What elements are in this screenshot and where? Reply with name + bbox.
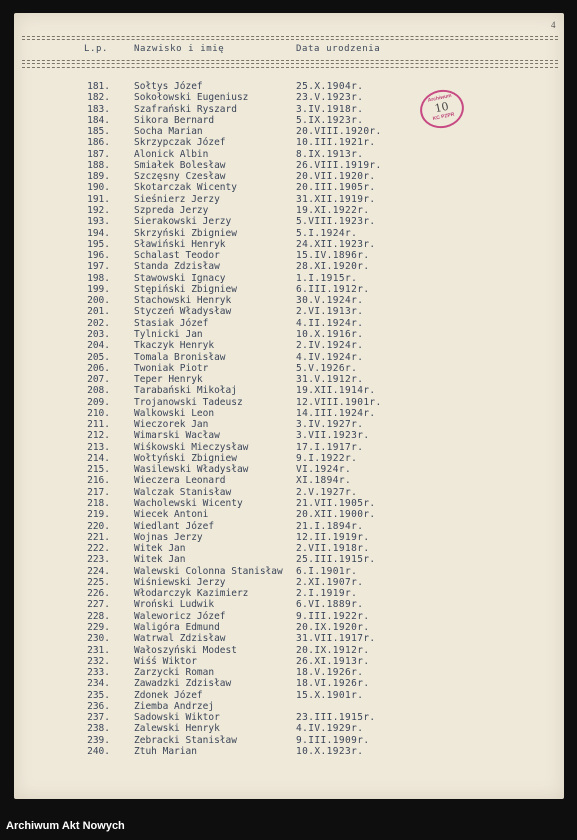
person-name: Wałoszyński Modest [134, 644, 237, 656]
table-row [0, 104, 560, 115]
table-row [0, 250, 560, 261]
person-name: Stasiak Józef [134, 317, 209, 329]
birth-date: 31.V.1912r. [296, 374, 364, 385]
person-name: Stępiński Zbigniew [134, 283, 237, 295]
birth-date: 10.III.1921r. [296, 137, 376, 149]
table-row [0, 352, 560, 363]
person-name: Sieśnierz Jerzy [134, 193, 220, 205]
table-row [0, 521, 560, 532]
person-name: Schalast Teodor [134, 250, 220, 261]
person-name: Zarzycki Roman [134, 667, 215, 678]
row-number: 205. [87, 351, 110, 363]
birth-date: 6.III.1912r. [296, 283, 370, 295]
row-number: 185. [87, 126, 110, 138]
row-number: 227. [87, 599, 110, 611]
birth-date: 20.III.1905r. [296, 182, 376, 194]
person-name: Styczeń Władysław [134, 306, 232, 318]
birth-date: 31.XII.1919r. [296, 193, 376, 205]
person-name: Witek Jan [134, 543, 186, 555]
person-name: Wiecek Antoni [134, 509, 209, 521]
row-number: 197. [87, 261, 110, 273]
birth-date: 18.VI.1926r. [296, 678, 370, 690]
birth-date: 20.XII.1900r. [296, 509, 376, 521]
person-name: Wołtyński Zbigniew [134, 452, 237, 464]
row-number: 196. [87, 250, 110, 261]
birth-date: 2.V.1927r. [296, 486, 358, 498]
person-name: Skrzypczak Józef [134, 137, 226, 149]
birth-date: 5.IX.1923r. [296, 114, 364, 126]
row-number: 201. [87, 306, 110, 318]
table-row [0, 690, 560, 701]
table-row [0, 284, 560, 295]
table-row [0, 442, 560, 453]
row-number: 199. [87, 283, 110, 295]
row-number: 209. [87, 396, 110, 408]
person-name: Wieczorek Jan [134, 419, 209, 431]
person-name: Waligóra Edmund [134, 622, 220, 633]
table-row [0, 746, 560, 757]
birth-date: 9.III.1909r. [296, 734, 370, 746]
table-row [0, 723, 560, 734]
divider-top-1 [22, 36, 558, 37]
table-row [0, 735, 560, 746]
birth-date: VI.1924r. [296, 464, 352, 476]
row-number: 229. [87, 622, 110, 633]
person-name: Wiśkowski Mieczysław [134, 441, 249, 453]
row-number: 230. [87, 633, 110, 645]
person-name: Walewski Colonna Stanisław [134, 565, 283, 577]
divider-top-2 [22, 39, 558, 40]
row-number: 211. [87, 419, 110, 431]
birth-date: 6.I.1901r. [296, 565, 358, 577]
row-number: 204. [87, 340, 110, 352]
person-name: Tomala Bronisław [134, 351, 226, 363]
row-number: 202. [87, 317, 110, 329]
footer-archive-name: Archiwum Akt Nowych [6, 820, 125, 832]
row-number: 189. [87, 171, 110, 183]
table-row [0, 453, 560, 464]
divider-header-3 [22, 67, 558, 68]
person-name: Sokołowski Eugeniusz [134, 92, 249, 104]
table-row [0, 464, 560, 475]
row-number: 231. [87, 644, 110, 656]
birth-date: 4.IV.1929r. [296, 723, 364, 735]
birth-date: 31.VII.1917r. [296, 633, 376, 645]
row-number: 191. [87, 193, 110, 205]
table-row [0, 701, 560, 712]
header-name: Nazwisko i imię [134, 44, 225, 54]
table-row [0, 611, 560, 622]
person-name: Wieczera Leonard [134, 475, 226, 487]
birth-date: 26.VIII.1919r. [296, 159, 382, 171]
birth-date: 20.VIII.1920r. [296, 126, 382, 138]
row-number: 232. [87, 655, 110, 667]
person-name: Wiśś Wiktor [134, 655, 197, 667]
person-name: Wiśniewski Jerzy [134, 576, 226, 588]
stamp-number: 10 [433, 99, 450, 116]
row-number: 235. [87, 689, 110, 701]
person-name: Tylnicki Jan [134, 328, 203, 340]
row-number: 238. [87, 723, 110, 735]
birth-date: 3.IV.1927r. [296, 419, 364, 431]
person-name: Socha Marian [134, 126, 203, 138]
row-number: 195. [87, 238, 110, 250]
birth-date: 17.I.1917r. [296, 441, 364, 453]
row-number: 228. [87, 610, 110, 622]
row-number: 207. [87, 374, 110, 385]
birth-date: 20.IX.1912r. [296, 644, 370, 656]
birth-date: 5.V.1926r. [296, 362, 358, 374]
row-number: 226. [87, 588, 110, 600]
row-number: 236. [87, 700, 110, 712]
birth-date: 2.VII.1918r. [296, 543, 370, 555]
row-number: 234. [87, 678, 110, 690]
table-row [0, 712, 560, 723]
table-row [0, 137, 560, 148]
row-number: 192. [87, 205, 110, 216]
table-row [0, 261, 560, 272]
row-number: 216. [87, 475, 110, 487]
person-name: Ztuh Marian [134, 745, 197, 757]
person-name: Zebracki Stanisław [134, 734, 237, 746]
birth-date: 8.IX.1913r. [296, 148, 364, 160]
person-name: Skrzyński Zbigniew [134, 227, 237, 239]
table-row [0, 532, 560, 543]
person-name: Szczęsny Czesław [134, 171, 226, 183]
row-number: 198. [87, 272, 110, 284]
table-row [0, 656, 560, 667]
table-row [0, 171, 560, 182]
birth-date: 19.XI.1922r. [296, 205, 370, 216]
table-row [0, 622, 560, 633]
table-row [0, 498, 560, 509]
person-name: Skotarczak Wicenty [134, 182, 237, 194]
table-row [0, 430, 560, 441]
birth-date: 26.XI.1913r. [296, 655, 370, 667]
table-row [0, 599, 560, 610]
birth-date: 25.III.1915r. [296, 554, 376, 566]
table-row [0, 115, 560, 126]
table-row [0, 374, 560, 385]
person-name: Alonick Albin [134, 148, 209, 160]
person-name: Wasilewski Władysław [134, 464, 249, 476]
birth-date: 3.IV.1918r. [296, 103, 364, 115]
table-row [0, 645, 560, 656]
row-number: 184. [87, 114, 110, 126]
page-number: 4 [551, 20, 556, 30]
divider-header-1 [22, 60, 558, 61]
table-row [0, 566, 560, 577]
birth-date: 9.III.1922r. [296, 610, 370, 622]
person-name: Zalewski Henryk [134, 723, 220, 735]
row-number: 190. [87, 182, 110, 194]
birth-date: 2.VI.1913r. [296, 306, 364, 318]
person-name: Smiałek Bolesław [134, 159, 226, 171]
birth-date: 21.I.1894r. [296, 520, 364, 532]
row-number: 233. [87, 667, 110, 678]
table-row [0, 340, 560, 351]
birth-date: 4.II.1924r. [296, 317, 364, 329]
birth-date: 30.V.1924r. [296, 295, 364, 307]
birth-date: 25.X.1904r. [296, 81, 364, 92]
birth-date: 18.V.1926r. [296, 667, 364, 678]
person-name: Tkaczyk Henryk [134, 340, 215, 352]
table-row [0, 363, 560, 374]
birth-date: 6.VI.1889r. [296, 599, 364, 611]
table-row [0, 92, 560, 103]
row-number: 181. [87, 81, 110, 92]
person-name: Stawowski Ignacy [134, 272, 226, 284]
birth-date: 12.VIII.1901r. [296, 396, 382, 408]
birth-date: 19.XII.1914r. [296, 385, 376, 397]
table-row [0, 306, 560, 317]
header-date: Data urodzenia [296, 44, 381, 54]
table-row [0, 205, 560, 216]
person-name: Włodarczyk Kazimierz [134, 588, 249, 600]
table-row [0, 543, 560, 554]
birth-date: 3.VII.1923r. [296, 430, 370, 442]
row-number: 240. [87, 745, 110, 757]
row-number: 210. [87, 407, 110, 419]
birth-date: 20.VII.1920r. [296, 171, 376, 183]
divider-header-2 [22, 63, 558, 64]
row-number: 215. [87, 464, 110, 476]
person-name: Teper Henryk [134, 374, 203, 385]
table-row [0, 160, 560, 171]
table-row [0, 678, 560, 689]
row-number: 218. [87, 498, 110, 509]
birth-date: 5.I.1924r. [296, 227, 358, 239]
table-row [0, 419, 560, 430]
birth-date: 10.X.1916r. [296, 328, 364, 340]
table-row [0, 318, 560, 329]
birth-date: 2.I.1919r. [296, 588, 358, 600]
person-name: Trojanowski Tadeusz [134, 396, 243, 408]
person-name: Wiedlant Józef [134, 520, 215, 532]
person-name: Walczak Stanisław [134, 486, 232, 498]
table-row [0, 577, 560, 588]
table-row [0, 397, 560, 408]
stamp-org-label: KC PZPR [432, 111, 456, 123]
row-number: 206. [87, 362, 110, 374]
table-row [0, 408, 560, 419]
row-number: 208. [87, 385, 110, 397]
person-name: Stachowski Henryk [134, 295, 232, 307]
table-row [0, 588, 560, 599]
person-name: Wacholewski Wicenty [134, 498, 243, 509]
row-number: 193. [87, 216, 110, 228]
person-name: Sołtys Józef [134, 81, 203, 92]
person-name: Watrwal Zdzisław [134, 633, 226, 645]
table-row [0, 295, 560, 306]
row-number: 224. [87, 565, 110, 577]
row-number: 212. [87, 430, 110, 442]
row-number: 200. [87, 295, 110, 307]
birth-date: 5.VIII.1923r. [296, 216, 376, 228]
person-name: Szafrański Ryszard [134, 103, 237, 115]
person-name: Wojnas Jerzy [134, 531, 203, 543]
birth-date: 1.I.1915r. [296, 272, 358, 284]
person-name: Walkowski Leon [134, 407, 215, 419]
table-row [0, 81, 560, 92]
person-name: Twoniak Piotr [134, 362, 209, 374]
table-row [0, 228, 560, 239]
row-number: 220. [87, 520, 110, 532]
row-number: 217. [87, 486, 110, 498]
row-number: 214. [87, 452, 110, 464]
birth-date: 14.III.1924r. [296, 407, 376, 419]
person-name: Standa Zdzisław [134, 261, 220, 273]
birth-date: 9.I.1922r. [296, 452, 358, 464]
person-name: Zawadzki Zdzisław [134, 678, 232, 690]
birth-date: 2.XI.1907r. [296, 576, 364, 588]
person-name: Ziemba Andrzej [134, 700, 215, 712]
birth-date: 12.II.1919r. [296, 531, 370, 543]
stamp-archive-label: Archiwum [427, 92, 453, 104]
person-name: Sierakowski Jerzy [134, 216, 232, 228]
person-name: Sławiński Henryk [134, 238, 226, 250]
birth-date: 10.X.1923r. [296, 745, 364, 757]
birth-date: 4.IV.1924r. [296, 351, 364, 363]
table-row [0, 633, 560, 644]
table-row [0, 475, 560, 486]
birth-date: 15.X.1901r. [296, 689, 364, 701]
person-name: Wroński Ludwik [134, 599, 215, 611]
row-number: 239. [87, 734, 110, 746]
table-row [0, 273, 560, 284]
row-number: 188. [87, 159, 110, 171]
birth-date: 20.IX.1920r. [296, 622, 370, 633]
row-number: 213. [87, 441, 110, 453]
table-row [0, 182, 560, 193]
person-name: Waleworicz Józef [134, 610, 226, 622]
row-number: 182. [87, 92, 110, 104]
birth-date: 15.IV.1896r. [296, 250, 370, 261]
row-number: 222. [87, 543, 110, 555]
row-number: 221. [87, 531, 110, 543]
table-row [0, 126, 560, 137]
person-name: Sikora Bernard [134, 114, 215, 126]
row-number: 187. [87, 148, 110, 160]
table-row [0, 554, 560, 565]
row-number: 225. [87, 576, 110, 588]
person-name: Szpreda Jerzy [134, 205, 209, 216]
birth-date: 21.VII.1905r. [296, 498, 376, 509]
person-name: Sadowski Wiktor [134, 712, 220, 724]
birth-date: 28.XI.1920r. [296, 261, 370, 273]
table-row [0, 385, 560, 396]
person-name: Tarabański Mikołaj [134, 385, 237, 397]
row-number: 194. [87, 227, 110, 239]
person-name: Zdonek Józef [134, 689, 203, 701]
table-row [0, 239, 560, 250]
table-row [0, 194, 560, 205]
table-row [0, 509, 560, 520]
table-row [0, 149, 560, 160]
row-number: 223. [87, 554, 110, 566]
birth-date: 2.IV.1924r. [296, 340, 364, 352]
birth-date: XI.1894r. [296, 475, 352, 487]
table-row [0, 329, 560, 340]
row-number: 186. [87, 137, 110, 149]
birth-date: 24.XII.1923r. [296, 238, 376, 250]
row-number: 183. [87, 103, 110, 115]
birth-date: 23.V.1923r. [296, 92, 364, 104]
table-row [0, 216, 560, 227]
person-name: Wimarski Wacław [134, 430, 220, 442]
header-lp: L.p. [84, 44, 109, 54]
table-row [0, 667, 560, 678]
person-name: Witek Jan [134, 554, 186, 566]
row-number: 219. [87, 509, 110, 521]
table-row [0, 487, 560, 498]
birth-date: 23.III.1915r. [296, 712, 376, 724]
row-number: 237. [87, 712, 110, 724]
row-number: 203. [87, 328, 110, 340]
